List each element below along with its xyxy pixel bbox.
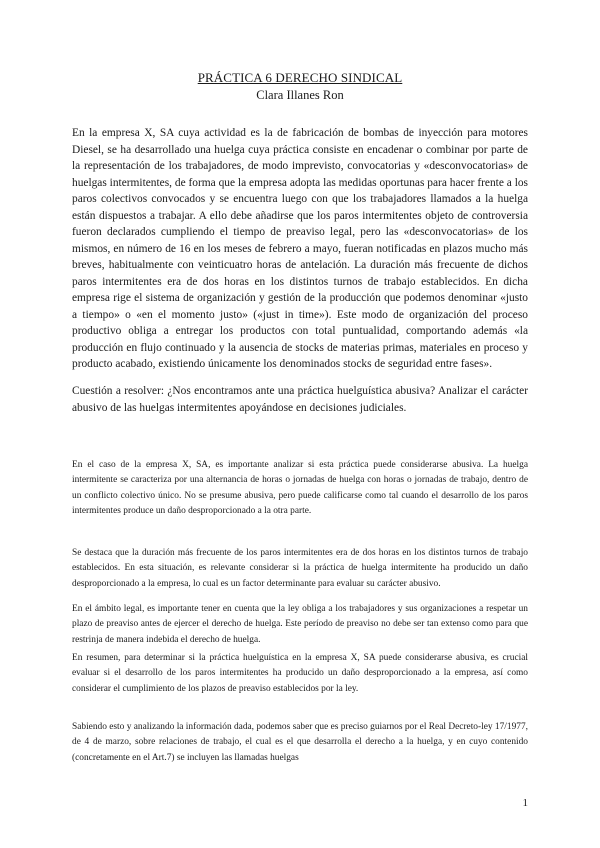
page-number: 1	[522, 797, 528, 809]
answer-paragraph-4: En resumen, para determinar si la práctica huelguística en la empresa X, SA puede considerarse abusiva, es crucial evaluar si el desarrollo de los paros intermitentes ha producido un daño desproporcionado a la empresa, así como considerar el cumplimiento de los plazos de preaviso establecidos por la ley.	[72, 653, 528, 694]
answer-paragraph-3: En el ámbito legal, es importante tener en cuenta que la ley obliga a los trabajadores y sus organizaciones a respetar un plazo de preaviso antes de ejercer el derecho de huelga. Este período de preaviso no debe ser tan extenso como para que restrinja de manera indebida el derecho de huelga.	[72, 604, 528, 645]
answer-paragraph-5: Sabiendo esto y analizando la información dada, podemos saber que es preciso guiarnos por el Real Decreto-ley 17/1977, de 4 de marzo, sobre relaciones de trabajo, el cual es el que desarrolla el derecho a la huelga, y en cuyo contenido (concretamente en el Art.7) se incluyen las llamadas huelgas	[72, 722, 528, 763]
document-title: PRÁCTICA 6 DERECHO SINDICAL	[197, 70, 403, 85]
case-paragraph: En la empresa X, SA cuya actividad es la de fabricación de bombas de inyección para motores Diesel, se ha desarrollado una huelga cuya práctica consiste en encadenar o combinar por parte de la representación de los trabajadores, de modo imprevisto, convocatorias y «desconvocatorias» de huelgas intermitentes, de forma que la empresa adopta las medidas oportunas para hacer frente a los paros colectivos convocados y se encuentra luego con que los trabajadores llamados a la huelga están dispuestos a trabajar. A ello debe añadirse que los paros intermitentes objeto de controversia fueron declarados cumpliendo el tiempo de preaviso legal, pero las «desconvocatorias» de los mismos, en número de 16 en los meses de febrero a mayo, fueran notificadas en plazos mucho más breves, habitualmente con veinticuatro horas de antelación. La duración más frecuente de dichos paros intermitentes era de dos horas en los distintos turnos de trabajo establecidos. En dicha empresa rige el sistema de organización y gestión de la producción que podemos denominar «justo a tiempo» o «en el momento justo» («just in time»). Este modo de organización del proceso productivo obliga a entregar los productos con total puntualidad, comportando además «la producción en flujo continuado y la ausencia de stocks de materias primas, materiales en proceso y producto acabado, existiendo únicamente los denominados stocks de seguridad entre fases».	[72, 127, 528, 370]
answer-paragraph-2: Se destaca que la duración más frecuente de los paros intermitentes era de dos horas en los distintos turnos de trabajo establecidos. En esta situación, es relevante considerar si la práctica de huelga intermitente ha producido un daño desproporcionado a la empresa, lo cual es un factor determinante para evaluar su carácter abusivo.	[72, 548, 528, 589]
answer-paragraph-1: En el caso de la empresa X, SA, es importante analizar si esta práctica puede considerarse abusiva. La huelga intermitente se caracteriza por una alternancia de horas o jornadas de huelga con horas o jornadas de trabajo, dentro de un conflicto colectivo único. No se presume abusiva, pero puede calificarse como tal cuando el desarrollo de los paros intermitentes produce un daño desproporcionado a la otra parte.	[72, 460, 528, 517]
question-paragraph: Cuestión a resolver: ¿Nos encontramos ante una práctica huelguística abusiva? Analizar el carácter abusivo de las huelgas intermitentes apoyándose en decisiones judiciales.	[72, 385, 528, 414]
document-author: Clara Illanes Ron	[256, 88, 344, 102]
